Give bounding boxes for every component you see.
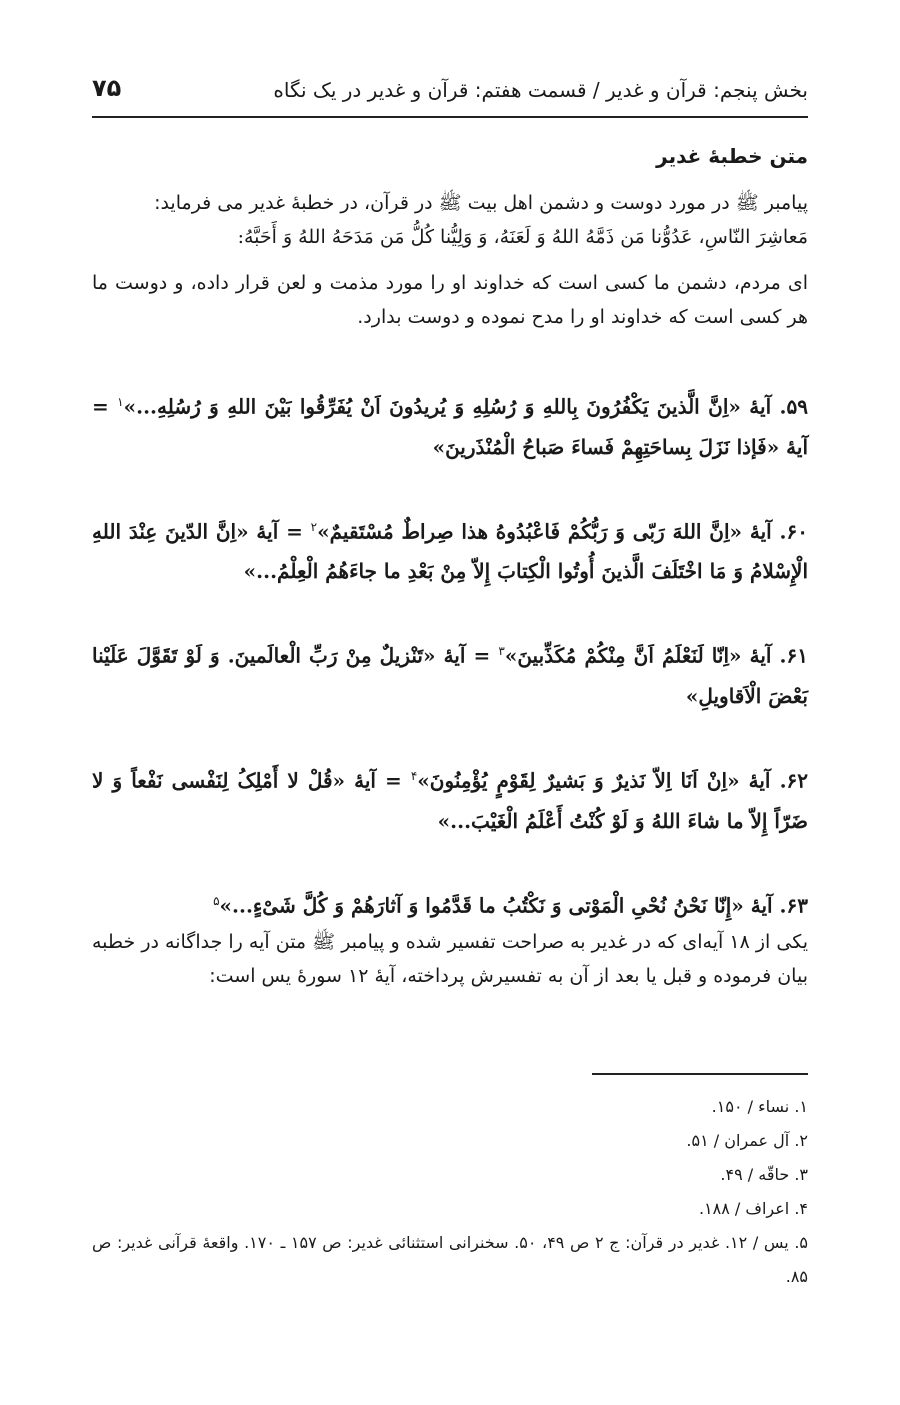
- verse-number: ۶۲.: [779, 768, 809, 793]
- page-number: ۷۵: [92, 74, 122, 102]
- running-header: [92, 72, 808, 112]
- verse-number: ۶۳.: [779, 893, 808, 918]
- footnotes: [92, 1090, 808, 1294]
- translation-paragraph: ای مردم، دشمن ما کسی است که خداوند او را مورد مذمت و لعن قرار داده، و دوست ما هر کسی است که خداوند او را مدح نموده و دوست بدارد.: [92, 272, 808, 328]
- verse-item-61: [92, 631, 808, 716]
- header-rule: [92, 116, 808, 118]
- verse-text: [92, 756, 808, 841]
- footnote-ref[interactable]: ۲: [310, 519, 318, 534]
- verse-text: [92, 382, 808, 467]
- verse-rest: = آیۀ «فَإذا نَزَلَ بِساحَتِهِمْ فَساءَ صَباحُ الْمُنْذَرینَ»: [92, 394, 808, 459]
- footnote-ref[interactable]: ۳: [498, 644, 505, 659]
- footnote-2: ۲. آل عمران / ۵۱.: [686, 1131, 808, 1150]
- arabic-quote: مَعاشِرَ النّاسِ، عَدُوُّنا مَن ذَمَّهُ اللهُ وَ لَعَنَهُ، وَ وَلِیُّنا کُلُّ مَن مَدَحَهُ اللهُ وَ أَحَبَّهُ:: [237, 226, 808, 248]
- section-heading: متن خطبۀ غدیر: [656, 144, 808, 168]
- verse-number: ۵۹.: [779, 394, 808, 419]
- footnote-ref[interactable]: ۵: [213, 893, 220, 908]
- verse-quote: آیۀ «اِنَّ اللهَ رَبّی وَ رَبُّکُمْ فَاعْبُدُوهُ هذا صِراطٌ مُسْتَقیمٌ»: [317, 519, 772, 544]
- main-content: [92, 140, 808, 993]
- verse-rest: = آیۀ «اِنَّ الدّینَ عِنْدَ اللهِ الْإِسْلامُ وَ مَا اخْتَلَفَ الَّذینَ أُوتُوا الْکِتابَ إِلاّ مِنْ بَعْدِ ما جاءَهُمُ الْعِلْمُ...»: [92, 519, 808, 584]
- closing-paragraph: یکی از ۱۸ آیه‌ای که در غدیر به صراحت تفسیر شده و پیامبر ﷺ متن آیه را جداگانه در خطبه بیان فرموده و قبل یا بعد از آن به تفسیرش پرداخته، آیۀ ۱۲ سورۀ یس است:: [92, 931, 808, 988]
- verse-item-60: [92, 507, 808, 592]
- verse-text: [92, 507, 808, 592]
- verse-rest: = آیۀ «تَنْزیلٌ مِنْ رَبِّ الْعالَمینَ. وَ لَوْ تَقَوَّلَ عَلَیْنا بَعْضَ الْاَقاویلِ»: [92, 643, 808, 708]
- verse-number: ۶۰.: [779, 519, 808, 544]
- verse-quote: آیۀ «إِنّا نَحْنُ نُحْیِ الْمَوْتی وَ نَکْتُبُ ما قَدَّمُوا وَ آثارَهُمْ وَ کُلَّ شَیْءٍ...»: [219, 893, 773, 918]
- verse-text: [92, 631, 808, 716]
- verse-quote: آیۀ «اِنّا لَنَعْلَمُ اَنَّ مِنْکُمْ مُکَذِّبینَ»: [504, 643, 772, 668]
- verse-item-62: [92, 756, 808, 841]
- footnote-5: ۵. یس / ۱۲. غدیر در قرآن: ج ۲ ص ۴۹، ۵۰. سخنرانی استثنائی غدیر: ص ۱۵۷ ـ ۱۷۰. واقعۀ قرآنی غدیر: ص ۸۵.: [92, 1233, 808, 1286]
- verse-quote: آیۀ «اِنْ اَنَا اِلاّ نَذیرٌ وَ بَشیرٌ لِقَوْمٍ یُؤْمِنُونَ»: [417, 768, 771, 793]
- verse-item-59: [92, 382, 808, 467]
- intro-paragraph: پیامبر ﷺ در مورد دوست و دشمن اهل بیت ﷺ در قرآن، در خطبۀ غدیر می فرماید:: [154, 192, 808, 214]
- footnote-4: ۴. اعراف / ۱۸۸.: [698, 1199, 808, 1218]
- book-page: [92, 0, 808, 1405]
- spacer: [92, 254, 808, 266]
- footnote-1: ۱. نساء / ۱۵۰.: [711, 1097, 808, 1116]
- footnote-ref[interactable]: ۴: [410, 768, 418, 783]
- verse-number: ۶۱.: [779, 643, 808, 668]
- header-title: بخش پنجم: قرآن و غدیر / قسمت هفتم: قرآن و غدیر در یک نگاه: [273, 78, 808, 102]
- verse-quote: آیۀ «اِنَّ الَّذینَ یَکْفُرُونَ بِاللهِ وَ رُسُلِهِ وَ یُریدُونَ اَنْ یُفَرِّقُوا بَیْنَ اللهِ وَ رُسُلِهِ...»: [123, 394, 772, 419]
- verse-text: [92, 881, 808, 926]
- footnote-ref[interactable]: ۱: [117, 395, 124, 409]
- footnote-rule: [592, 1073, 808, 1075]
- footnote-3: ۳. حاقّه / ۴۹.: [720, 1165, 808, 1184]
- verse-item-63: [92, 881, 808, 926]
- verse-rest: = آیۀ «قُلْ لا أَمْلِکُ لِنَفْسی نَفْعاً وَ لا ضَرّاً إِلاّ ما شاءَ اللهُ وَ لَوْ کُنْتُ أَعْلَمُ الْغَیْبَ...»: [92, 768, 808, 833]
